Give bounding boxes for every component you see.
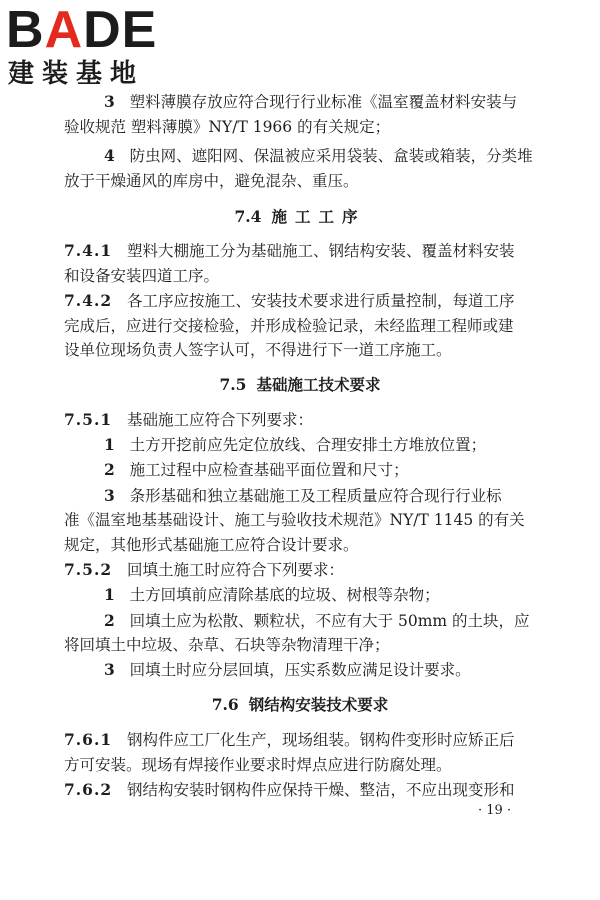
clause-number: 7.4.1 [64, 241, 113, 260]
clause-number: 7.5.2 [64, 560, 113, 579]
item-number: 2 [104, 460, 115, 479]
item-number: 3 [104, 486, 115, 505]
item-number: 1 [104, 585, 115, 604]
paragraph-text: 土方开挖前应先定位放线、合理安排土方堆放位置； [129, 436, 487, 454]
logo-letter-b: B [6, 1, 45, 59]
clause-7-5-2-item-2-line-1 [104, 611, 530, 631]
paragraph-text: 塑料大棚施工分为基础施工、钢结构安装、覆盖材料安装 [126, 242, 515, 260]
paragraph-text: 钢结构安装时钢构件应保持干燥、整洁，不应出现变形和 [126, 781, 515, 799]
section-number: 7.5 [219, 375, 247, 394]
bade-logo [6, 1, 176, 90]
item-4-line-1 [104, 146, 533, 166]
clause-7-5-1-item-3-line-1 [104, 486, 502, 506]
item-number: 2 [104, 611, 115, 630]
section-7-4-heading [0, 207, 600, 227]
paragraph-text: 塑料薄膜存放应符合现行行业标准《温室覆盖材料安装与 [129, 93, 518, 111]
item-number: 3 [104, 660, 115, 679]
paragraph-text: 防虫网、遮阳网、保温被应采用袋装、盒装或箱装，分类堆 [129, 147, 533, 165]
clause-number: 7.5.1 [64, 410, 113, 429]
logo-letter-a: A [44, 1, 84, 59]
item-3-line-1 [104, 92, 517, 112]
clause-7-5-2 [64, 560, 344, 580]
paragraph-text: 钢构件应工厂化生产，现场组装。钢构件变形时应矫正后 [126, 731, 515, 749]
clause-7-5-2-item-1 [104, 585, 440, 605]
item-3-line-2: 验收规范 塑料薄膜》NY/T 1966 的有关规定； [64, 118, 391, 136]
clause-7-5-1 [64, 410, 313, 430]
paragraph-text: 回填土应为松散、颗粒状，不应有大于 50mm 的土块，应 [129, 612, 530, 630]
paragraph-text: 条形基础和独立基础施工及工程质量应符合现行行业标 [129, 487, 502, 505]
section-title: 施工工序 [271, 207, 366, 226]
clause-7-6-2-line-1 [64, 780, 514, 800]
clause-7-5-1-item-1 [104, 435, 486, 455]
clause-7-4-2-line-2: 完成后，应进行交接检验，并形成检验记录，未经监理工程师或建 [64, 317, 514, 335]
clause-7-5-1-item-3-line-2: 准《温室地基基础设计、施工与验收技术规范》NY/T 1145 的有关 [64, 511, 525, 529]
paragraph-text: 各工序应按施工、安装技术要求进行质量控制，每道工序 [126, 292, 515, 310]
clause-number: 7.6.1 [64, 730, 113, 749]
section-number: 7.4 [234, 207, 262, 226]
paragraph-text: 回填土时应分层回填，压实系数应满足设计要求。 [129, 661, 471, 679]
clause-number: 7.4.2 [64, 291, 113, 310]
logo-letters-de: DE [83, 1, 158, 59]
clause-7-4-2-line-1 [64, 291, 514, 311]
section-number: 7.6 [211, 695, 239, 714]
item-number: 1 [104, 435, 115, 454]
section-7-6-heading [0, 695, 600, 715]
section-7-5-heading [0, 375, 600, 395]
clause-7-6-1-line-1 [64, 730, 514, 750]
clause-7-5-2-item-2-line-2: 将回填土中垃圾、杂草、石块等杂物清理干净； [64, 636, 390, 654]
paragraph-text: 基础施工应符合下列要求： [126, 411, 313, 429]
clause-7-5-2-item-3 [104, 660, 471, 680]
clause-7-4-1-line-2: 和设备安装四道工序。 [64, 267, 220, 285]
clause-7-4-1-line-1 [64, 241, 514, 261]
paragraph-text: 施工过程中应检查基础平面位置和尺寸； [129, 461, 409, 479]
page-number: · 19 · [478, 803, 512, 818]
item-number: 4 [104, 146, 115, 165]
logo-subtitle: 建装基地 [8, 59, 145, 89]
paragraph-text: 土方回填前应清除基底的垃圾、树根等杂物； [129, 586, 440, 604]
clause-7-5-1-item-2 [104, 460, 409, 480]
section-title: 基础施工技术要求 [256, 375, 381, 394]
paragraph-text: 回填土施工时应符合下列要求： [126, 561, 344, 579]
clause-number: 7.6.2 [64, 780, 113, 799]
clause-7-4-2-line-3: 设单位现场负责人签字认可，不得进行下一道工序施工。 [64, 341, 452, 359]
item-4-line-2: 放于干燥通风的库房中，避免混杂、重压。 [64, 172, 359, 190]
clause-7-5-1-item-3-line-3: 规定，其他形式基础施工应符合设计要求。 [64, 536, 359, 554]
clause-7-6-1-line-2: 方可安装。现场有焊接作业要求时焊点应进行防腐处理。 [64, 756, 452, 774]
section-title: 钢结构安装技术要求 [248, 695, 389, 714]
logo-wordmark [6, 1, 158, 59]
item-number: 3 [104, 92, 115, 111]
